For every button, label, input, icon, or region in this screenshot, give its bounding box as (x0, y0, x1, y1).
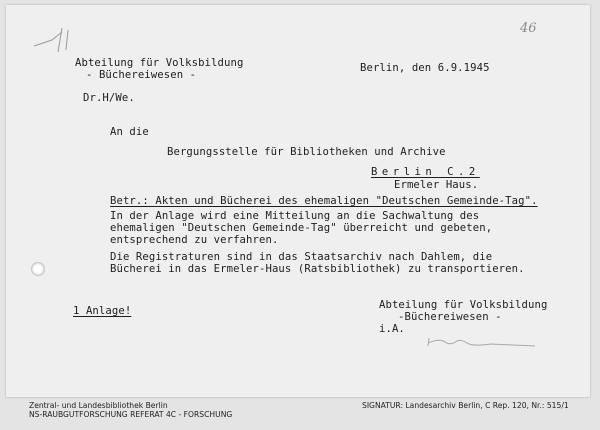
footer-signature: SIGNATUR: Landesarchiv Berlin, C Rep. 120, Nr.: 515/1 (362, 401, 569, 410)
body-paragraph-1-line-1: In der Anlage wird eine Mitteilung an die Sachwaltung des (110, 210, 480, 222)
recipient-city: Berlin C.2 (371, 166, 480, 178)
recipient-name: Bergungsstelle für Bibliotheken und Archive (167, 146, 446, 158)
enclosure-note: 1 Anlage! (73, 305, 132, 317)
body-paragraph-1-line-3: entsprechend zu verfahren. (110, 234, 279, 246)
page-number-annotation: 46 (520, 21, 537, 36)
reference-code: Dr.H/We. (83, 92, 135, 104)
signature-department: Abteilung für Volksbildung (379, 299, 548, 311)
signature-division: -Büchereiwesen - (398, 311, 502, 323)
footer-library: Zentral- und Landesbibliothek Berlin (29, 401, 168, 410)
sender-division: - Büchereiwesen - (86, 69, 197, 81)
body-paragraph-1-line-2: ehemaligen "Deutschen Gemeinde-Tag" überreicht und gebeten, (110, 222, 493, 234)
pencil-mark-icon (32, 22, 76, 58)
place-date: Berlin, den 6.9.1945 (360, 62, 490, 74)
footer-research: NS-RAUBGUTFORSCHUNG REFERAT 4C - FORSCHUNG (29, 410, 233, 419)
subject-line: Betr.: Akten und Bücherei des ehemaligen "Deutschen Gemeinde-Tag". (110, 195, 538, 207)
address-salutation: An die (110, 126, 149, 138)
sender-department: Abteilung für Volksbildung (75, 57, 244, 69)
recipient-street: Ermeler Haus. (394, 179, 479, 191)
body-paragraph-2-line-2: Bücherei in das Ermeler-Haus (Ratsbibliothek) zu transportieren. (110, 263, 525, 275)
handwritten-signature (425, 334, 540, 354)
punch-hole (31, 262, 45, 276)
signature-on-behalf: i.A. (379, 323, 405, 335)
body-paragraph-2-line-1: Die Registraturen sind in das Staatsarchiv nach Dahlem, die (110, 251, 493, 263)
